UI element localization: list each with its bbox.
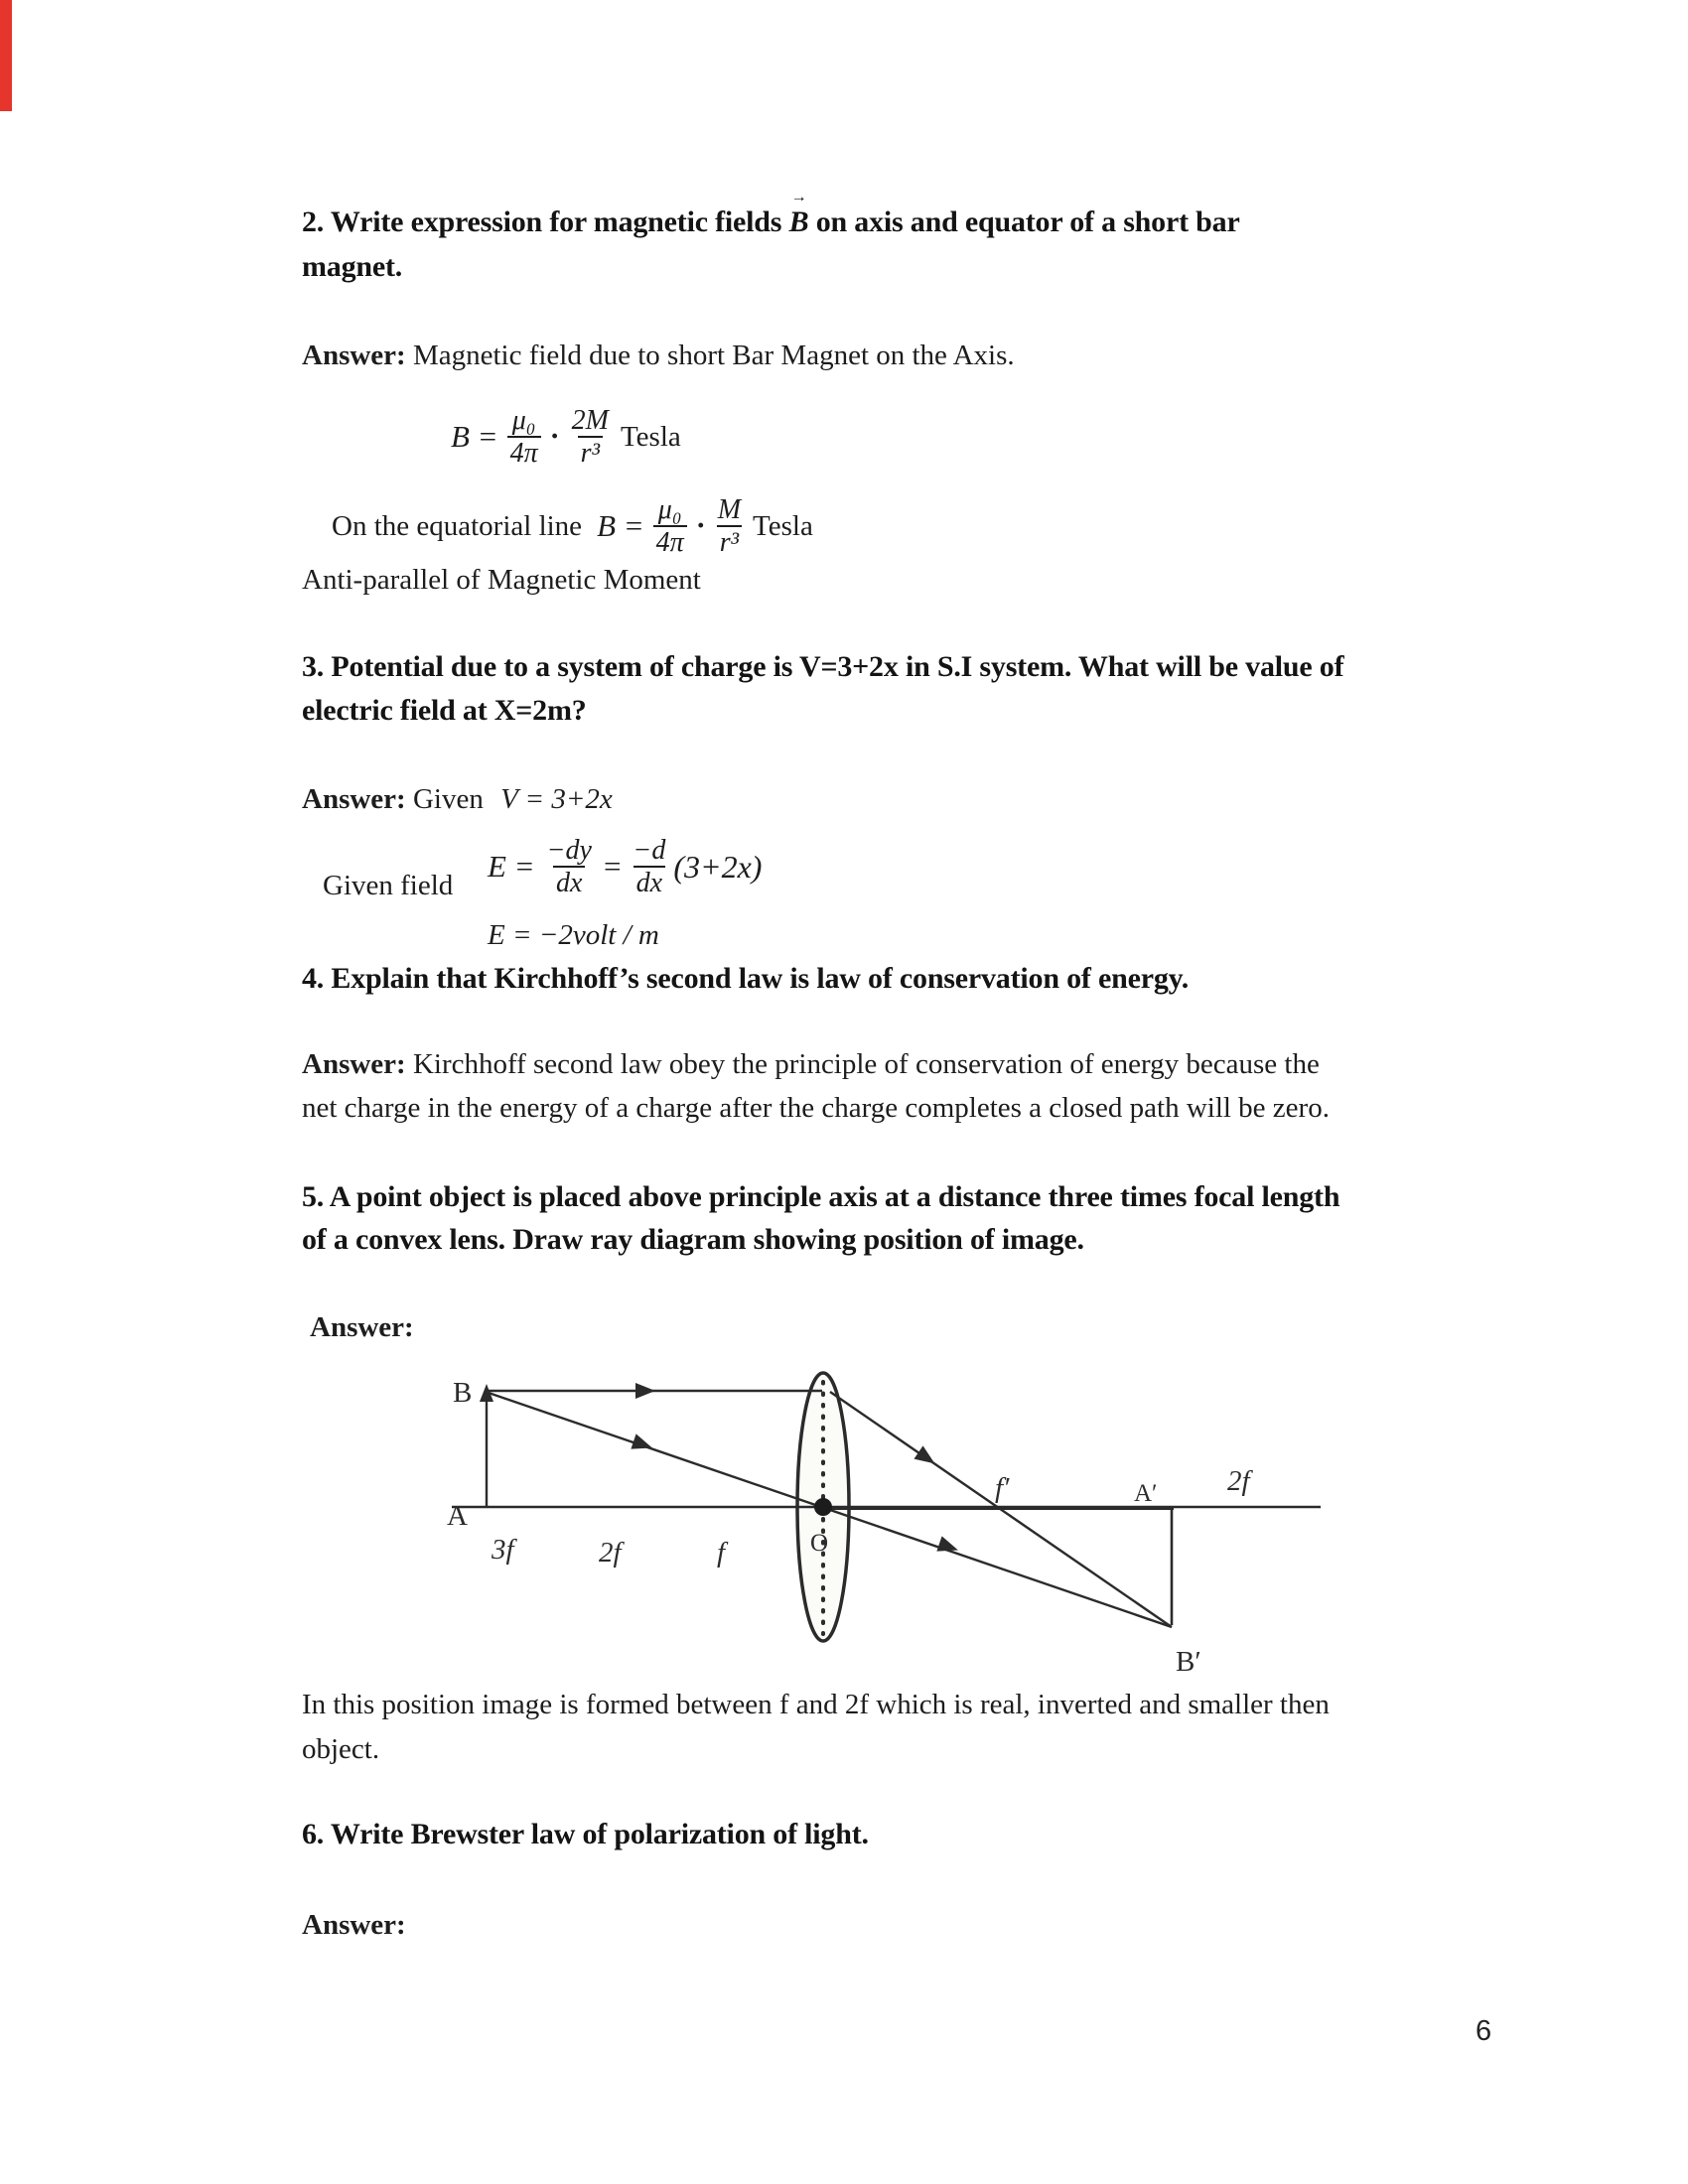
equatorial-formula-num2: M (717, 493, 742, 525)
q4-answer-line1 (302, 1048, 1320, 1081)
equatorial-formula-lhs: B = (597, 508, 644, 543)
q3-result: E = −2volt / m (488, 919, 659, 951)
label-f-left: f (717, 1537, 726, 1569)
field-formula-paren: (3+2x) (673, 848, 763, 885)
q4-answer-label: Answer: (302, 1048, 406, 1080)
vector-B-letter: B (788, 205, 809, 238)
axis-formula-dot: · (549, 420, 560, 453)
label-2f-right: 2f (1227, 1465, 1250, 1497)
q3-heading-line1: 3. Potential due to a system of charge is V=3+2x in S.I system. What will be value of (302, 650, 1344, 683)
axis-formula-lhs: B = (451, 419, 498, 454)
q6-heading: 6. Write Brewster law of polarization of light. (302, 1818, 869, 1850)
equatorial-formula-unit: Tesla (753, 509, 813, 542)
q2-answer-label: Answer: (302, 340, 406, 371)
equatorial-formula-frac2 (715, 494, 744, 559)
q2-heading-line2: magnet. (302, 250, 403, 283)
scan-red-strip (0, 0, 12, 111)
field-formula-den2: dx (633, 866, 665, 898)
field-formula-frac1 (544, 835, 595, 899)
q5-answer-label: Answer: (310, 1311, 414, 1343)
q4-answer-line2: net charge in the energy of a charge after the charge completes a closed path will be zero. (302, 1092, 1330, 1124)
optical-center-dot (814, 1498, 832, 1516)
label-optical-center: O (810, 1530, 829, 1557)
field-formula-eq2: = (603, 849, 622, 884)
axis-formula-num2: 2M (571, 404, 609, 436)
q3-answer-label: Answer: (302, 783, 406, 815)
q3-answer-line (302, 783, 613, 816)
vector-B-symbol (788, 189, 809, 239)
axis-formula-den1: 4π (507, 436, 541, 469)
q2-heading-line1 (302, 189, 1240, 239)
axis-formula-frac2 (569, 405, 612, 470)
field-formula-frac2 (630, 835, 668, 899)
label-object-bottom: A (447, 1500, 468, 1532)
vector-arrow-icon: → (790, 189, 807, 205)
label-image-bottom: B′ (1176, 1646, 1201, 1678)
label-f-prime: f′ (995, 1472, 1010, 1504)
field-formula-num1: −dy (546, 834, 592, 866)
q4-answer-text1: Kirchhoff second law obey the principle of conservation of energy because the (412, 1048, 1320, 1080)
q5-heading-line2: of a convex lens. Draw ray diagram showing position of image. (302, 1223, 1084, 1256)
equatorial-formula-den1: 4π (653, 525, 687, 558)
q6-answer-label: Answer: (302, 1909, 406, 1941)
ray-diagram (417, 1360, 1440, 1688)
q5-heading-line1: 5. A point object is placed above principle axis at a distance three times focal length (302, 1180, 1340, 1213)
arrowhead-parallel-ray (635, 1383, 655, 1399)
label-image-top: A′ (1134, 1480, 1158, 1507)
equatorial-prefix: On the equatorial line (332, 509, 583, 542)
q2-note: Anti-parallel of Magnetic Moment (302, 564, 701, 596)
q2-equatorial-row (332, 482, 813, 570)
q2-heading-pre: 2. Write expression for magnetic fields (302, 205, 782, 238)
q3-heading-line2: electric field at X=2m? (302, 694, 587, 727)
field-formula-num2: −d (633, 834, 666, 866)
q2-answer-text: Magnetic field due to short Bar Magnet on the Axis. (412, 340, 1015, 371)
arrowhead-refracted-ray (914, 1445, 939, 1470)
q3-given-word: Given (412, 783, 484, 815)
equatorial-formula-num1: μ₀ (657, 493, 682, 525)
q3-field-prefix: Given field (323, 870, 454, 901)
q3-field-formula (488, 830, 762, 903)
q2-axis-formula (451, 393, 681, 480)
axis-formula-unit: Tesla (620, 420, 681, 453)
field-formula-lhs: E = (488, 849, 535, 884)
q4-heading: 4. Explain that Kirchhoff’s second law is law of conservation of energy. (302, 962, 1190, 995)
equatorial-formula-frac1 (653, 494, 687, 559)
label-object-top: B (453, 1377, 473, 1409)
axis-formula-num1: μ₀ (511, 404, 536, 436)
axis-formula-frac1 (507, 405, 541, 470)
q5-caption-line2: object. (302, 1733, 380, 1765)
label-3f: 3f (492, 1534, 514, 1566)
page-number: 6 (1476, 2015, 1492, 2047)
q5-caption-line1: In this position image is formed between f and 2f which is real, inverted and smaller then (302, 1689, 1330, 1720)
arrowhead-central-ray-left (631, 1433, 654, 1455)
q2-heading-post: on axis and equator of a short bar (815, 205, 1240, 238)
label-2f-left: 2f (599, 1537, 622, 1569)
equatorial-formula-den2: r³ (717, 525, 742, 558)
field-formula-den1: dx (553, 866, 585, 898)
q3-given-eq: V = 3+2x (500, 783, 613, 815)
axis-formula-den2: r³ (578, 436, 603, 469)
q2-answer-line (302, 340, 1015, 372)
equatorial-formula-dot: · (695, 509, 706, 542)
